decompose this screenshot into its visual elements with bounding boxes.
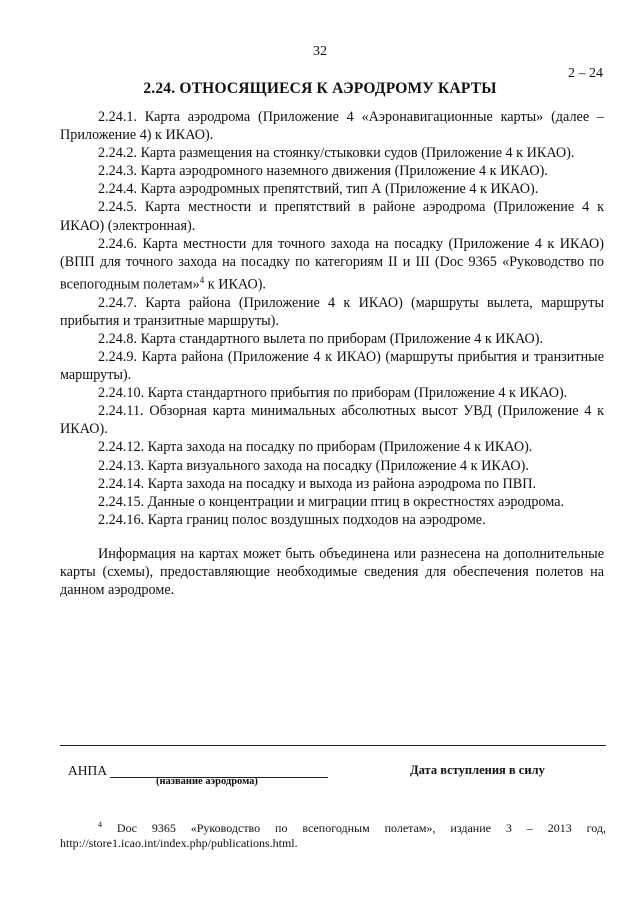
paragraph-spacer [60, 529, 604, 545]
item-2-24-8: 2.24.8. Карта стандартного вылета по приборам (Приложение 4 к ИКАО). [98, 330, 544, 347]
item-2-24-15: 2.24.15. Данные о концентрации и миграции птиц в окрестностях аэродрома. [98, 493, 565, 510]
footer-divider [60, 745, 606, 746]
page-number: 32 [313, 44, 327, 59]
footnote [60, 817, 606, 851]
item-2-24-10: 2.24.10. Карта стандартного прибытия по приборам (Приложение 4 к ИКАО). [98, 385, 568, 402]
info-paragraph: Информация на картах может быть объединена или разнесена на дополнительные карты (схемы), предоставляющие необходимые сведения для обеспечения полетов на данном аэродроме. [60, 545, 604, 599]
item-2-24-7: 2.24.7. Карта района (Приложение 4 к ИКАО) (маршруты вылета, маршруты прибытия и транзитные маршруты). [60, 294, 604, 329]
item-2-24-12: 2.24.12. Карта захода на посадку по приборам (Приложение 4 к ИКАО). [98, 439, 533, 456]
item-2-24-6 [60, 235, 604, 294]
body-text [60, 108, 604, 599]
item-2-24-6-text: 2.24.6. Карта местности для точного захода на посадку (Приложение 4 к ИКАО) (ВПП для точного захода на посадку по категориям II и III (Doc 9365 «Руководство по всепогодным полетам» [60, 235, 604, 293]
anpa-label: АНПА [68, 763, 107, 778]
item-2-24-4: 2.24.4. Карта аэродромных препятствий, тип А (Приложение 4 к ИКАО). [98, 181, 539, 198]
item-2-24-3: 2.24.3. Карта аэродромного наземного движения (Приложение 4 к ИКАО). [98, 163, 548, 180]
section-title: 2.24. ОТНОСЯЩИЕСЯ К АЭРОДРОМУ КАРТЫ [143, 80, 497, 97]
item-2-24-6-end: к ИКАО). [204, 276, 266, 293]
footnote-reference: 4 [199, 274, 205, 285]
footnote-mark: 4 [98, 820, 102, 829]
item-2-24-13: 2.24.13. Карта визуального захода на посадку (Приложение 4 к ИКАО). [98, 457, 529, 474]
item-2-24-1: 2.24.1. Карта аэродрома (Приложение 4 «Аэронавигационные карты» (далее – Приложение 4) к ИКАО). [60, 109, 604, 144]
item-2-24-11: 2.24.11. Обзорная карта минимальных абсолютных высот УВД (Приложение 4 к ИКАО). [60, 403, 604, 438]
section-code: 2 – 24 [568, 66, 603, 81]
item-2-24-16: 2.24.16. Карта границ полос воздушных подходов на аэродроме. [98, 511, 486, 528]
item-2-24-5: 2.24.5. Карта местности и препятствий в районе аэродрома (Приложение 4 к ИКАО) (электронная). [60, 199, 604, 234]
item-2-24-9: 2.24.9. Карта района (Приложение 4 к ИКАО) (маршруты прибытия и транзитные маршруты). [60, 348, 604, 384]
aerodrome-name-caption: (название аэродрома) [156, 776, 258, 787]
footnote-text-block [60, 817, 606, 851]
item-2-24-14: 2.24.14. Карта захода на посадку и выхода из района аэродрома по ПВП. [98, 475, 537, 492]
effective-date-label: Дата вступления в силу [410, 763, 545, 777]
footnote-text: Doc 9365 «Руководство по всепогодным полетам», издание 3 – 2013 год, http://store1.icao.int/index.php/publications.html. [60, 821, 607, 850]
item-2-24-2: 2.24.2. Карта размещения на стоянку/стыковки судов (Приложение 4 к ИКАО). [98, 145, 575, 162]
